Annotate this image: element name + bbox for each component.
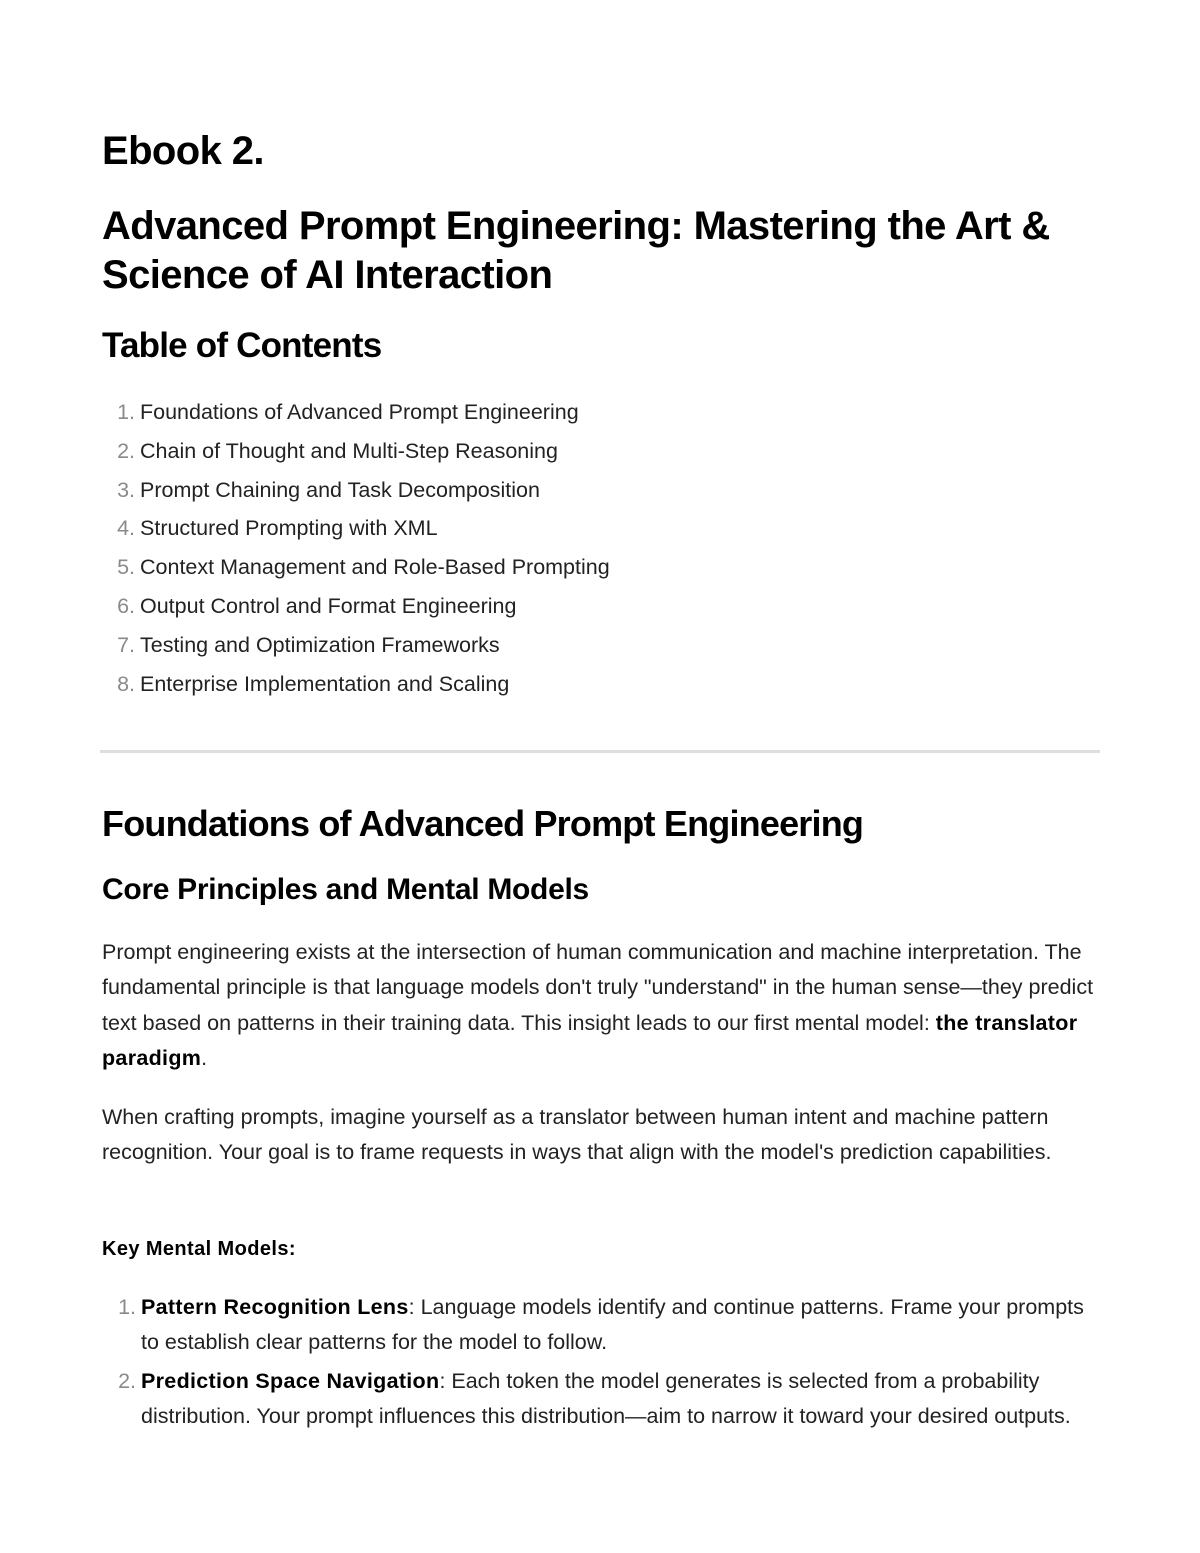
key-mental-models-label: Key Mental Models: (102, 1238, 296, 1260)
ebook-label: Ebook 2. (102, 129, 264, 173)
list-item (102, 1364, 1102, 1435)
section-heading: Foundations of Advanced Prompt Engineering (102, 803, 864, 844)
list-item-description: : Each token the model generates is selected from a probability distribution. Your prompt influences this distribution—aim to narrow it toward your desired outputs. (141, 1368, 1071, 1428)
toc-item-number: 5. (117, 555, 135, 580)
toc-item-number: 8. (117, 671, 135, 696)
toc-item-label: Prompt Chaining and Task Decomposition (140, 477, 540, 502)
subsection-heading: Core Principles and Mental Models (102, 873, 589, 906)
intro-paragraph-end: . (201, 1045, 208, 1070)
mental-models-list (102, 1290, 1102, 1437)
toc-item-enterprise[interactable] (102, 665, 610, 704)
toc-item-prompt-chaining[interactable] (102, 471, 610, 510)
toc-item-context-management[interactable] (102, 548, 610, 587)
list-item-term: Pattern Recognition Lens (141, 1295, 409, 1319)
toc-item-number: 1. (117, 400, 135, 424)
toc-item-foundations[interactable] (102, 393, 610, 432)
table-of-contents (102, 393, 610, 703)
toc-item-label: Structured Prompting with XML (140, 516, 438, 541)
toc-item-number: 7. (117, 632, 135, 657)
toc-item-label: Foundations of Advanced Prompt Engineering (140, 400, 579, 424)
list-item-description: : Language models identify and continue patterns. Frame your prompts to establish clear patterns for the model to follow. (141, 1295, 1084, 1355)
toc-item-number: 6. (117, 593, 135, 618)
intro-paragraph-text: Prompt engineering exists at the intersection of human communication and machine interpretation. The fundamental principle is that language models don't truly "understand" in the human sense—they predict text based on patterns in their training data. This insight leads to our first mental model: (102, 940, 1094, 1035)
toc-item-number: 3. (117, 477, 135, 502)
list-item-number: 1. (118, 1295, 136, 1319)
intro-paragraph (102, 935, 1102, 1076)
list-item (102, 1290, 1102, 1361)
toc-item-label: Context Management and Role-Based Prompting (140, 555, 610, 580)
document-title: Advanced Prompt Engineering: Mastering the Art & Science of AI Interaction (102, 204, 1050, 297)
toc-item-output-control[interactable] (102, 587, 610, 626)
toc-heading: Table of Contents (102, 326, 382, 365)
toc-item-structured-xml[interactable] (102, 509, 610, 548)
translator-paradigm-emphasis: the translator paradigm (102, 1010, 1078, 1070)
toc-item-label: Enterprise Implementation and Scaling (140, 671, 510, 696)
toc-item-label: Chain of Thought and Multi-Step Reasoning (140, 438, 558, 463)
toc-item-number: 2. (117, 438, 135, 463)
toc-item-chain-of-thought[interactable] (102, 432, 610, 471)
toc-item-testing[interactable] (102, 626, 610, 665)
list-item-term: Prediction Space Navigation (141, 1368, 440, 1393)
toc-item-number: 4. (117, 516, 135, 541)
list-item-number: 2. (118, 1368, 136, 1393)
section-divider (100, 750, 1100, 753)
toc-item-label: Output Control and Format Engineering (140, 593, 517, 618)
translator-paragraph: When crafting prompts, imagine yourself as a translator between human intent and machine pattern recognition. Your goal is to frame requests in ways that align with the model's prediction capabilities. (102, 1105, 1052, 1165)
toc-item-label: Testing and Optimization Frameworks (140, 632, 500, 657)
